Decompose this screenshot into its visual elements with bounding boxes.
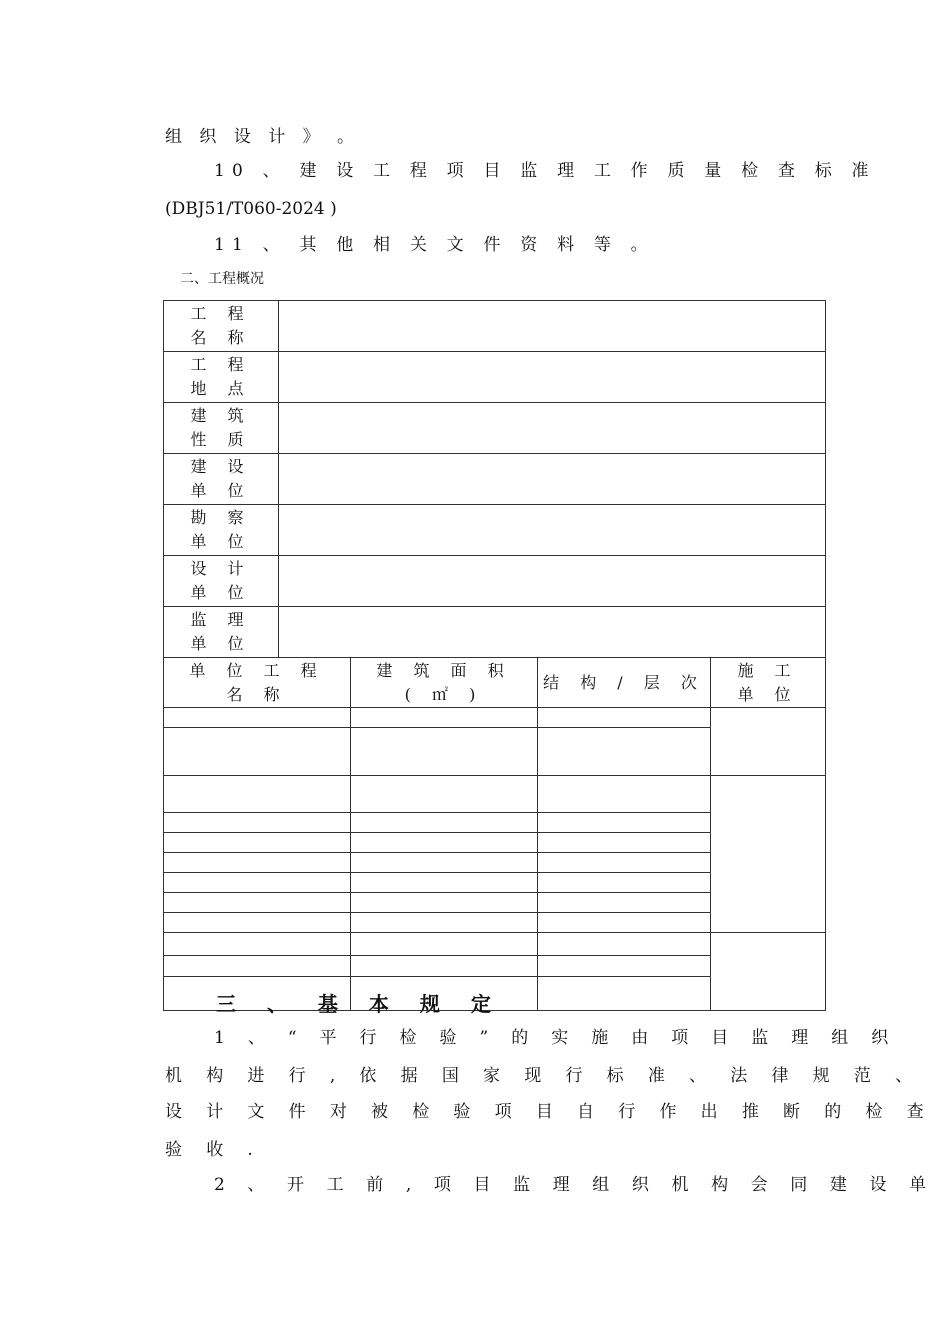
paragraph-text: 1 、 “ 平 行 检 验 ” 的 实 施 由 项 目 监 理 组 织 xyxy=(214,1028,898,1048)
table-row xyxy=(164,301,826,352)
table-cell[interactable] xyxy=(164,933,351,956)
table-cell[interactable] xyxy=(351,813,538,833)
table-cell[interactable] xyxy=(538,728,711,776)
paragraph-text: 11 、 其 他 相 关 文 件 资 料 等 。 xyxy=(214,235,655,255)
paragraph-text: 验 收 . xyxy=(165,1140,263,1160)
table-cell[interactable] xyxy=(351,893,538,913)
table-row xyxy=(164,454,826,505)
table-cell[interactable] xyxy=(538,933,711,956)
header-unit-project: 单 位 工 程 名 称 xyxy=(164,658,351,708)
table-cell[interactable] xyxy=(538,977,711,1011)
table-cell[interactable] xyxy=(538,853,711,873)
paragraph-text: 2 、 开 工 前 , 项 目 监 理 组 织 机 构 会 同 建 设 单 xyxy=(214,1175,935,1195)
value-cell[interactable] xyxy=(279,556,826,607)
table-row xyxy=(164,352,826,403)
header-structure: 结 构 / 层 次 xyxy=(538,658,711,708)
paragraph-text: 10 、 建 设 工 程 项 目 监 理 工 作 质 量 检 查 标 准 xyxy=(214,161,876,181)
row-label: 工 程 地 点 xyxy=(164,352,279,403)
row-label: 工 程 名 称 xyxy=(164,301,279,352)
row-label: 监 理 单 位 xyxy=(164,607,279,658)
table-cell[interactable] xyxy=(538,913,711,933)
table-cell[interactable] xyxy=(711,708,826,776)
table-row xyxy=(164,403,826,454)
value-cell[interactable] xyxy=(279,607,826,658)
project-overview-table xyxy=(163,300,826,1011)
table-cell[interactable] xyxy=(351,776,538,813)
value-cell[interactable] xyxy=(279,301,826,352)
table-cell[interactable] xyxy=(351,933,538,956)
table-cell[interactable] xyxy=(164,956,351,977)
table-cell[interactable] xyxy=(351,853,538,873)
row-label: 建 筑 性 质 xyxy=(164,403,279,454)
table-cell[interactable] xyxy=(351,708,538,728)
paragraph-text: 设 计 文 件 对 被 检 验 项 目 自 行 作 出 推 断 的 检 查 xyxy=(165,1102,934,1122)
value-cell[interactable] xyxy=(279,505,826,556)
table-row xyxy=(164,776,826,813)
value-cell[interactable] xyxy=(279,403,826,454)
section-heading: 三 、 基 本 规 定 xyxy=(216,992,503,1016)
table-cell[interactable] xyxy=(351,913,538,933)
table-cell[interactable] xyxy=(164,853,351,873)
table-cell[interactable] xyxy=(351,956,538,977)
table-cell[interactable] xyxy=(538,956,711,977)
table-cell[interactable] xyxy=(538,833,711,853)
paragraph-text: (DBJ51/T060-2024 ) xyxy=(165,199,337,219)
table-cell[interactable] xyxy=(351,873,538,893)
table-cell[interactable] xyxy=(164,873,351,893)
table-cell[interactable] xyxy=(538,873,711,893)
row-label: 设 计 单 位 xyxy=(164,556,279,607)
table-cell[interactable] xyxy=(711,776,826,933)
header-floor-area: 建 筑 面 积 ( ㎡ ) xyxy=(351,658,538,708)
table-cell[interactable] xyxy=(538,708,711,728)
table-cell[interactable] xyxy=(164,728,351,776)
table-row xyxy=(164,933,826,956)
table-row xyxy=(164,607,826,658)
table-cell[interactable] xyxy=(711,933,826,1011)
table-row xyxy=(164,505,826,556)
table-cell[interactable] xyxy=(164,813,351,833)
value-cell[interactable] xyxy=(279,352,826,403)
section-title: 二、工程概况 xyxy=(180,271,264,287)
paragraph-text: 机 构 进 行 , 依 据 国 家 现 行 标 准 、 法 律 规 范 、 xyxy=(165,1066,922,1086)
table-header-row xyxy=(164,658,826,708)
paragraph-text: 组 织 设 计 》 。 xyxy=(165,127,361,147)
table-row xyxy=(164,556,826,607)
table-cell[interactable] xyxy=(164,776,351,813)
table-cell[interactable] xyxy=(164,833,351,853)
table-cell[interactable] xyxy=(351,728,538,776)
table-cell[interactable] xyxy=(538,893,711,913)
table-cell[interactable] xyxy=(351,833,538,853)
table-row xyxy=(164,708,826,728)
header-contractor: 施 工 单 位 xyxy=(711,658,826,708)
table-cell[interactable] xyxy=(164,893,351,913)
table-cell[interactable] xyxy=(164,913,351,933)
value-cell[interactable] xyxy=(279,454,826,505)
row-label: 建 设 单 位 xyxy=(164,454,279,505)
table-cell[interactable] xyxy=(538,776,711,813)
table-cell[interactable] xyxy=(164,708,351,728)
row-label: 勘 察 单 位 xyxy=(164,505,279,556)
table-cell[interactable] xyxy=(538,813,711,833)
